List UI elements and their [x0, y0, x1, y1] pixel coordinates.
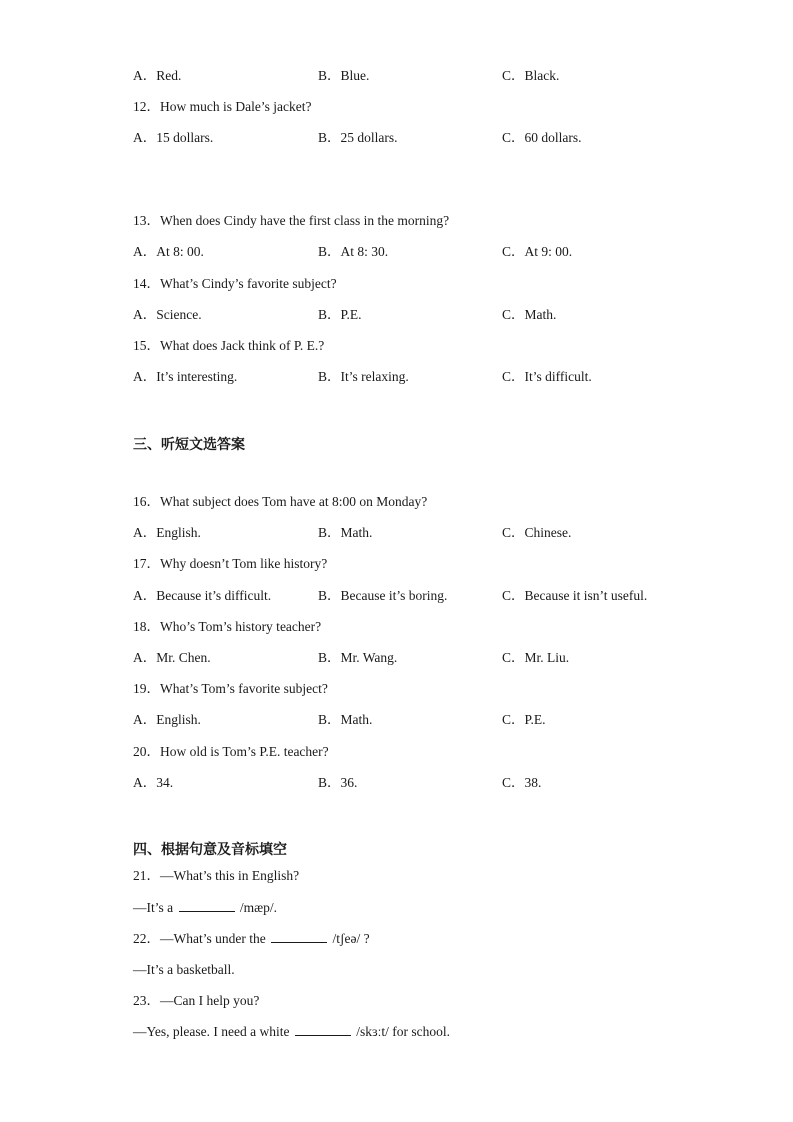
q11-option-a: A．Red. — [133, 68, 182, 83]
q21-phonetic: /mæp/. — [239, 900, 278, 915]
section-3-heading: 三、听短文选答案 — [133, 437, 245, 453]
q20-option-c: C．38. — [502, 775, 542, 790]
q16-option-b: B．Math. — [318, 525, 373, 540]
q22-line-2: —It’s a basketball. — [133, 962, 235, 977]
q19-stem: 19．What’s Tom’s favorite subject? — [133, 681, 328, 696]
q13-option-a: A．At 8: 00. — [133, 244, 204, 259]
q20-stem: 20．How old is Tom’s P.E. teacher? — [133, 744, 329, 759]
q17-option-a: A．Because it’s difficult. — [133, 588, 272, 603]
q13-option-b: B．At 8: 30. — [318, 244, 389, 259]
q23-prefix: —Yes, please. I need a white — [133, 1024, 290, 1039]
q12-option-c: C．60 dollars. — [502, 130, 582, 145]
section-4-heading: 四、根据句意及音标填空 — [133, 842, 287, 858]
q22-line-1 — [133, 930, 370, 948]
q23-phonetic: /skɜːt/ for school. — [356, 1024, 451, 1039]
q14-option-a: A．Science. — [133, 307, 202, 322]
q19-option-a: A．English. — [133, 712, 201, 727]
q14-option-c: C．Math. — [502, 307, 557, 322]
q18-stem: 18．Who’s Tom’s history teacher? — [133, 619, 322, 634]
q20-option-b: B．36. — [318, 775, 358, 790]
q21-line-1: 21．—What’s this in English? — [133, 868, 300, 883]
q11-option-b: B．Blue. — [318, 68, 370, 83]
q15-stem: 15．What does Jack think of P. E.? — [133, 338, 325, 353]
q13-option-c: C．At 9: 00. — [502, 244, 573, 259]
q15-option-c: C．It’s difficult. — [502, 369, 592, 384]
q16-option-c: C．Chinese. — [502, 525, 572, 540]
q22-phonetic: /tʃeə/ ? — [332, 931, 370, 946]
q23-line-1: 23．—Can I help you? — [133, 993, 260, 1008]
q13-stem: 13．When does Cindy have the first class in the morning? — [133, 213, 450, 228]
q21-line-2 — [133, 899, 277, 917]
q20-option-a: A．34. — [133, 775, 174, 790]
q17-stem: 17．Why doesn’t Tom like history? — [133, 556, 328, 571]
q22-prefix: 22．—What’s under the — [133, 931, 266, 946]
q12-stem: 12．How much is Dale’s jacket? — [133, 99, 312, 114]
q22-answer-blank[interactable] — [271, 930, 327, 943]
q12-option-b: B．25 dollars. — [318, 130, 398, 145]
q16-option-a: A．English. — [133, 525, 201, 540]
q11-option-c: C．Black. — [502, 68, 560, 83]
q15-option-a: A．It’s interesting. — [133, 369, 238, 384]
q21-prefix: —It’s a — [133, 900, 174, 915]
q12-option-a: A．15 dollars. — [133, 130, 214, 145]
q14-stem: 14．What’s Cindy’s favorite subject? — [133, 276, 337, 291]
q17-option-c: C．Because it isn’t useful. — [502, 588, 648, 603]
q21-answer-blank[interactable] — [179, 899, 235, 912]
q19-option-b: B．Math. — [318, 712, 373, 727]
q16-stem: 16．What subject does Tom have at 8:00 on Monday? — [133, 494, 428, 509]
q23-answer-blank[interactable] — [295, 1023, 351, 1036]
q18-option-a: A．Mr. Chen. — [133, 650, 211, 665]
q18-option-c: C．Mr. Liu. — [502, 650, 570, 665]
q23-line-2 — [133, 1023, 450, 1041]
q15-option-b: B．It’s relaxing. — [318, 369, 409, 384]
q17-option-b: B．Because it’s boring. — [318, 588, 448, 603]
q19-option-c: C．P.E. — [502, 712, 546, 727]
q14-option-b: B．P.E. — [318, 307, 362, 322]
q18-option-b: B．Mr. Wang. — [318, 650, 398, 665]
